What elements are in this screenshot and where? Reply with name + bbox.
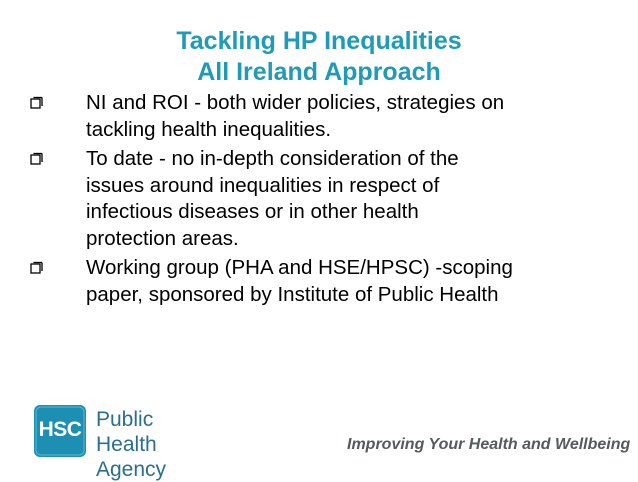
bullet-item xyxy=(30,90,620,143)
organisation-name-line-1: Public Health xyxy=(96,408,157,456)
bullet-item xyxy=(30,146,620,252)
slide-title-line-2: All Ireland Approach xyxy=(197,58,441,86)
bullet-item xyxy=(30,255,620,308)
organisation-name-line-2: Agency xyxy=(96,458,167,481)
bullet-line: Working group (PHA and HSE/HPSC) -scoping xyxy=(86,256,513,279)
bullet-line: NI and ROI - both wider policies, strategies on xyxy=(86,91,505,114)
bullet-line: protection areas. xyxy=(86,226,239,250)
bullet-line: infectious diseases or in other health xyxy=(86,200,419,223)
hollow-square-bullet-icon xyxy=(30,261,44,275)
bullet-list xyxy=(30,90,620,311)
bullet-text xyxy=(86,255,620,308)
bullet-line: tackling health inequalities. xyxy=(86,117,332,141)
bullet-line: issues around inequalities in respect of xyxy=(86,173,440,197)
organisation-logo xyxy=(34,405,167,481)
logo-text: HSC xyxy=(38,418,82,441)
bullet-text xyxy=(86,90,620,143)
hollow-square-bullet-icon xyxy=(30,96,44,110)
hollow-square-bullet-icon xyxy=(30,152,44,166)
bullet-text xyxy=(86,146,620,252)
slide-title-line-1: Tackling HP Inequalities xyxy=(176,27,462,55)
organisation-name xyxy=(96,407,166,482)
slide-title xyxy=(0,26,638,88)
tagline: Improving Your Health and Wellbeing xyxy=(347,436,631,453)
bullet-line: paper, sponsored by Institute of Public Health xyxy=(86,282,499,306)
slide-footer xyxy=(0,395,638,479)
bullet-line: To date - no in-depth consideration of the xyxy=(86,147,459,170)
